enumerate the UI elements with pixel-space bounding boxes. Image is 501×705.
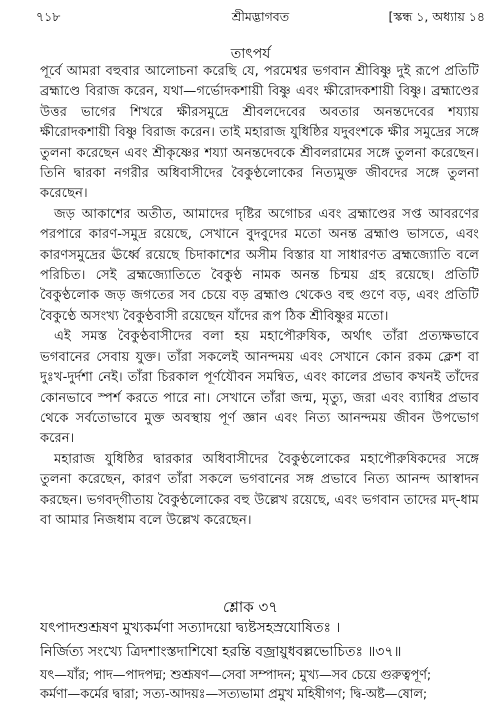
purport-paragraph: জড় আকাশের অতীত, আমাদের দৃষ্টির অগোচর এবং ব্রহ্মাণ্ডের সপ্ত আবরণের পরপারে কারণ-সমুদ্র রয়েছে, সেখানে বুদবুদের মতো অনন্ত ব্রহ্মাণ্ড ভাসতে, এবং কারণসমুদ্রের ঊর্ধ্বে রয়েছে চিদাকাশের অসীম বিস্তার যা সাধারণত ব্রহ্মজ্যোতি বলে পরিচিত। সেই ব্রহ্মজ্যোতিতে বৈকুণ্ঠ নামক অনন্ত চিন্ময় গ্রহ রয়েছে। প্রতিটি বৈকুণ্ঠলোক জড় জগতের সব চেয়ে বড় ব্রহ্মাণ্ড থেকেও বহু গুণে বড়, এবং প্রতিটি বৈকুণ্ঠে অসংখ্য বৈকুণ্ঠবাসী রয়েছেন যাঁদের রূপ ঠিক শ্রীবিষ্ণুর মতো।	[40, 206, 479, 324]
purport-body	[40, 62, 479, 531]
purport-title: তাৎপর্য	[230, 46, 271, 62]
verse-line: যৎপাদশুশ্রূষণ মুখ্যকর্মণা সত্যাদয়ো দ্ব্যষ্টসহস্রযোষিতঃ ।	[40, 620, 341, 636]
purport-paragraph: মহারাজ যুধিষ্ঠির দ্বারকার অধিবাসীদের বৈকুণ্ঠলোকের মহাপৌরুষিকদের সঙ্গে তুলনা করেছেন, কারণ তাঁরা সকলে ভগবানের সঙ্গ প্রভাবে নিত্য আনন্দ আস্বাদন করছেন। ভগবদ্‌গীতায় বৈকুণ্ঠলোকের বহু উল্লেখ রয়েছে, এবং ভগবান তাদের মদ্-ধাম বা আমার নিজধাম বলে উল্লেখ করেছেন।	[40, 451, 479, 528]
page-header	[36, 8, 485, 30]
synonyms	[40, 666, 483, 704]
page-number: ৭১৮	[36, 9, 61, 24]
verse-title: শ্লোক ৩৭	[223, 598, 278, 616]
verse-line: নির্জিত্য সংখ্যে ত্রিদশাংস্তদাশিষো হরন্তি বজ্রায়ুধবল্লভোচিতঃ ॥৩৭॥	[40, 644, 402, 660]
verse-text	[40, 616, 483, 664]
synonyms-line: কর্মণা—কর্মের দ্বারা; সত্য-আদয়ঃ—সত্যভামা প্রমুখ মহিষীগণ; দ্বি-অষ্ট—ষোল;	[40, 687, 428, 702]
canto-chapter-label: [স্কন্ধ ১, অধ্যায় ১৪	[388, 9, 485, 24]
book-title: শ্রীমদ্ভাগবত	[231, 9, 290, 24]
purport-paragraph: পূর্বে আমরা বহুবার আলোচনা করেছি যে, পরমেশ্বর ভগবান শ্রীবিষ্ণু দুই রূপে প্রতিটি ব্রহ্মাণ্ডে বিরাজ করেন, যথা—গর্ভোদকশায়ী বিষ্ণু এবং ক্ষীরোদকশায়ী বিষ্ণু। ব্রহ্মাণ্ডের উত্তর ভাগের শিখরে ক্ষীরসমুদ্রে শ্রীবলদেবের অবতার অনন্তদেবের শয্যায় ক্ষীরোদকশায়ী বিষ্ণু বিরাজ করেন। তাই মহারাজ যুধিষ্ঠির যদুবংশকে ক্ষীর সমুদ্রের সঙ্গে তুলনা করেছেন এবং শ্রীকৃষ্ণের শয্যা অনন্তদেবকে শ্রীবলরামের সঙ্গে তুলনা করেছেন। তিনি দ্বারকা নগরীর অধিবাসীদের বৈকুণ্ঠলোকের নিত্যমুক্ত জীবদের সঙ্গে তুলনা করেছেন।	[40, 64, 479, 202]
synonyms-line: যৎ—যাঁর; পাদ—পাদপদ্ম; শুশ্রূষণ—সেবা সম্পাদন; মুখ্য—সব চেয়ে গুরুত্বপূর্ণ;	[40, 668, 432, 683]
purport-paragraph: এই সমস্ত বৈকুণ্ঠবাসীদের বলা হয় মহাপৌরুষিক, অর্থাৎ তাঁরা প্রত্যক্ষভাবে ভগবানের সেবায় যুক্ত। তাঁরা সকলেই আনন্দময় এবং সেখানে কোন রকম ক্লেশ বা দুঃখ-দুর্দশা নেই। তাঁরা চিরকাল পূর্ণযৌবন সমন্বিত, এবং কালের প্রভাব কখনই তাঁদের কোনভাবে স্পর্শ করতে পারে না। সেখানে তাঁরা জন্ম, মৃত্যু, জরা এবং ব্যাধির প্রভাব থেকে সর্বতোভাবে মুক্ত অবস্থায় পূর্ণ জ্ঞান এবং নিত্য আনন্দময় জীবন উপভোগ করেন।	[40, 329, 479, 447]
